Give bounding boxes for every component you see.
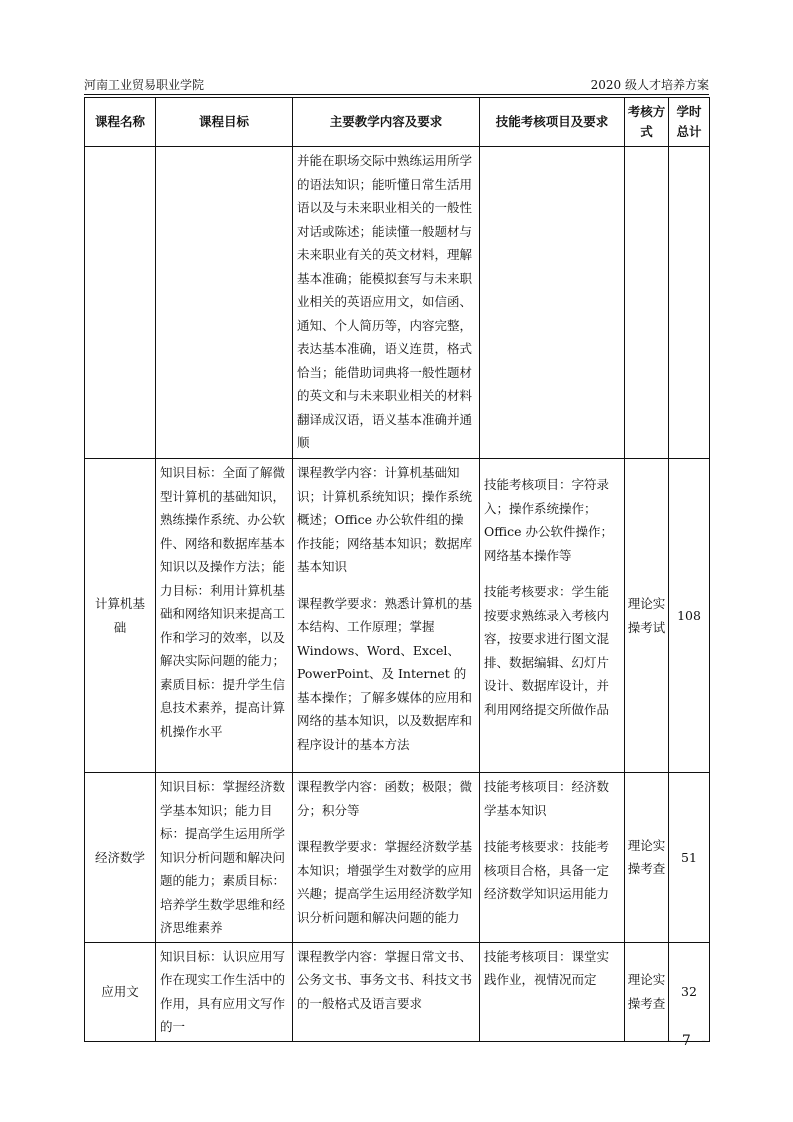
skill-requirements: 技能考核要求：学生能按要求熟练录入考核内容，按要求进行图文混排、数据编辑、幻灯片设计、数据库设计，并利用网络提交所做作品 [484, 584, 610, 717]
course-name [85, 147, 156, 459]
teaching-content-main: 课程教学内容：函数；极限；微分；积分等 [297, 779, 473, 818]
skill-assessment [480, 147, 625, 459]
column-header: 课程名称 [85, 98, 156, 147]
teaching-content [293, 942, 480, 1041]
total-hours: 32 [669, 942, 710, 1041]
course-name: 应用文 [85, 942, 156, 1041]
course-goal [156, 147, 293, 459]
table-header-row [85, 98, 710, 147]
table-row [85, 459, 710, 773]
assessment-method: 理论实操考查 [625, 773, 669, 943]
teaching-content-main: 课程教学内容：计算机基础知识；计算机系统知识；操作系统概述；Office 办公软件组的操作技能；网络基本知识；数据库基本知识 [297, 465, 473, 574]
skill-requirements: 技能考核要求：技能考核项目合格，具备一定经济数学知识运用能力 [484, 839, 610, 901]
skill-items: 技能考核项目：课堂实践作业，视情况而定 [484, 948, 610, 987]
skill-items: 技能考核项目：经济数学基本知识 [484, 779, 610, 818]
teaching-requirements: 课程教学要求：熟悉计算机的基本结构、工作原理；掌握 Windows、Word、Excel、PowerPoint、及 Internet 的基本操作；了解多媒体的应用和网络的基本知识，以及数据库和程序设计的基本方法 [297, 595, 473, 752]
course-name: 计算机基础 [85, 459, 156, 773]
teaching-content-main: 课程教学内容：掌握日常文书、公务文书、事务文书、科技文书的一般格式及语言要求 [297, 948, 473, 1011]
teaching-content [293, 459, 480, 773]
teaching-content [293, 147, 480, 459]
total-hours [669, 147, 710, 459]
assessment-method: 理论实操考试 [625, 459, 669, 773]
document-title: 2020 级人才培养方案 [590, 78, 709, 92]
column-header: 考核方式 [625, 98, 669, 147]
course-goal: 知识目标：掌握经济数学基本知识；能力目标：提高学生运用所学知识分析问题和解决问题的能力；素质目标：培养学生数学思维和经济思维素养 [156, 773, 293, 943]
header-rule [84, 94, 709, 95]
skill-assessment [480, 459, 625, 773]
total-hours: 108 [669, 459, 710, 773]
table-row [85, 942, 710, 1041]
table-row [85, 773, 710, 943]
teaching-requirements: 并能在职场交际中熟练运用所学的语法知识；能听懂日常生活用语以及与未来职业相关的一般性对话或陈述；能读懂一般题材与未来职业有关的英文材料，理解基本准确；能模拟套写与未来职业相关的英语应用文，如信函、通知、个人简历等，内容完整，表达基本准确，语义连贯，格式恰当；能借助词典将一般性题材的英文和与未来职业相关的材料翻译成汉语，语义基本准确并通顺 [297, 153, 473, 450]
school-name: 河南工业贸易职业学院 [84, 78, 205, 92]
page-number: - 7 - [666, 1033, 709, 1049]
skill-assessment [480, 942, 625, 1041]
column-header: 主要教学内容及要求 [293, 98, 480, 147]
column-header: 技能考核项目及要求 [480, 98, 625, 147]
skill-items: 技能考核项目：字符录入；操作系统操作；Office 办公软件操作；网络基本操作等 [484, 477, 613, 563]
column-header: 课程目标 [156, 98, 293, 147]
assessment-method: 理论实操考查 [625, 942, 669, 1041]
course-name: 经济数学 [85, 773, 156, 943]
page-header [84, 76, 709, 94]
course-goal: 知识目标：认识应用写作在现实工作生活中的作用，具有应用文写作的一 [156, 942, 293, 1041]
total-hours: 51 [669, 773, 710, 943]
course-goal: 知识目标：全面了解微型计算机的基础知识，熟练操作系统、办公软件、网络和数据库基本知识以及操作方法；能力目标：利用计算机基础和网络知识来提高工作和学习的效率，以及解决实际问题的能力；素质目标：提升学生信息技术素养，提高计算机操作水平 [156, 459, 293, 773]
skill-assessment [480, 773, 625, 943]
teaching-requirements: 课程教学要求：掌握经济数学基本知识；增强学生对数学的应用兴趣；提高学生运用经济数学知识分析问题和解决问题的能力 [297, 839, 473, 925]
curriculum-table [84, 97, 710, 1042]
column-header: 学时总计 [669, 98, 710, 147]
teaching-content [293, 773, 480, 943]
table-row [85, 147, 710, 459]
assessment-method [625, 147, 669, 459]
